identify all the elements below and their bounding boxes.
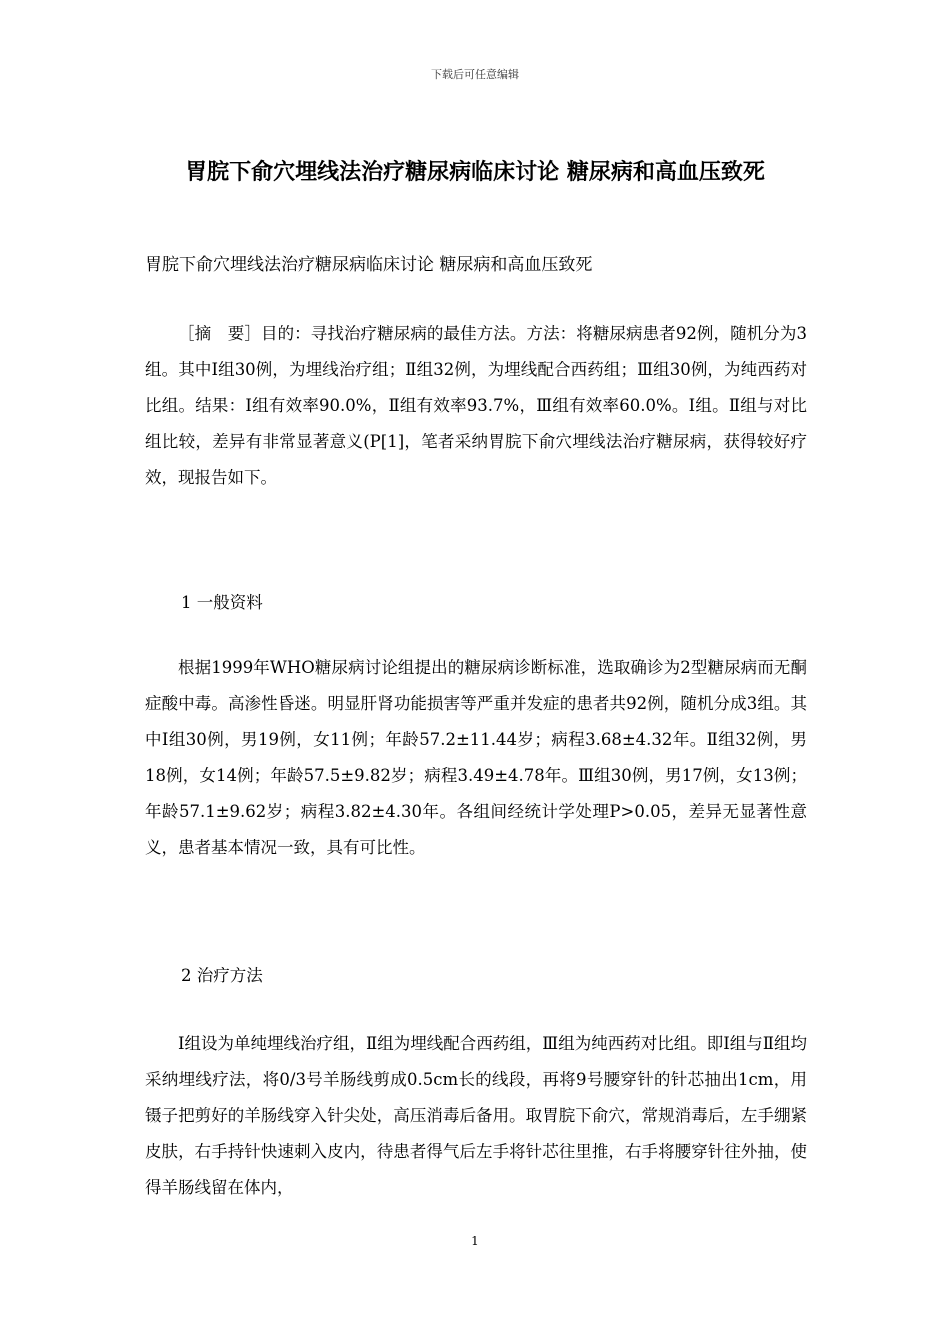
document-subtitle: 胃脘下俞穴埋线法治疗糖尿病临床讨论 糖尿病和高血压致死 <box>145 255 593 275</box>
section-2-heading: 2 治疗方法 <box>181 966 263 985</box>
section-1-body: 根据1999年WHO糖尿病讨论组提出的糖尿病诊断标准，选取确诊为2型糖尿病而无酮症酸中毒。高渗性昏迷。明显肝肾功能损害等严重并发症的患者共92例，随机分成3组。其中Ⅰ组30例，男19例，女11例；年龄57.2±11.44岁；病程3.68±4.32年。Ⅱ组32例，男18例，女14例；年龄57.5±9.82岁；病程3.49±4.78年。Ⅲ组30例，男17例，女13例；年龄57.1±9.62岁；病程3.82±4.30年。各组间经统计学处理P>0.05，差异无显著性意义，患者基本情况一致，具有可比性。 <box>145 658 807 857</box>
header-note: 下载后可任意编辑 <box>431 68 519 81</box>
abstract-paragraph: ［摘 要］目的：寻找治疗糖尿病的最佳方法。方法：将糖尿病患者92例，随机分为3组。其中Ⅰ组30例，为埋线治疗组；Ⅱ组32例，为埋线配合西药组；Ⅲ组30例，为纯西药对比组。结果：Ⅰ组有效率90.0%，Ⅱ组有效率93.7%，Ⅲ组有效率60.0%。Ⅰ组。Ⅱ组与对比组比较，差异有非常显著意义(P[1]，笔者采纳胃脘下俞穴埋线法治疗糖尿病，获得较好疗效，现报告如下。 <box>145 324 807 487</box>
section-2-body: Ⅰ组设为单纯埋线治疗组，Ⅱ组为埋线配合西药组，Ⅲ组为纯西药对比组。即Ⅰ组与Ⅱ组均采纳埋线疗法，将0/3号羊肠线剪成0.5cm长的线段，再将9号腰穿针的针芯抽出1cm，用镊子把剪好的羊肠线穿入针尖处，高压消毒后备用。取胃脘下俞穴，常规消毒后，左手绷紧皮肤，右手持针快速刺入皮内，待患者得气后左手将针芯往里推，右手将腰穿针往外抽，使得羊肠线留在体内， <box>145 1034 807 1197</box>
page-number: 1 <box>471 1234 479 1248</box>
section-1-heading: 1 一般资料 <box>181 593 263 612</box>
document-title: 胃脘下俞穴埋线法治疗糖尿病临床讨论 糖尿病和高血压致死 <box>185 160 765 185</box>
